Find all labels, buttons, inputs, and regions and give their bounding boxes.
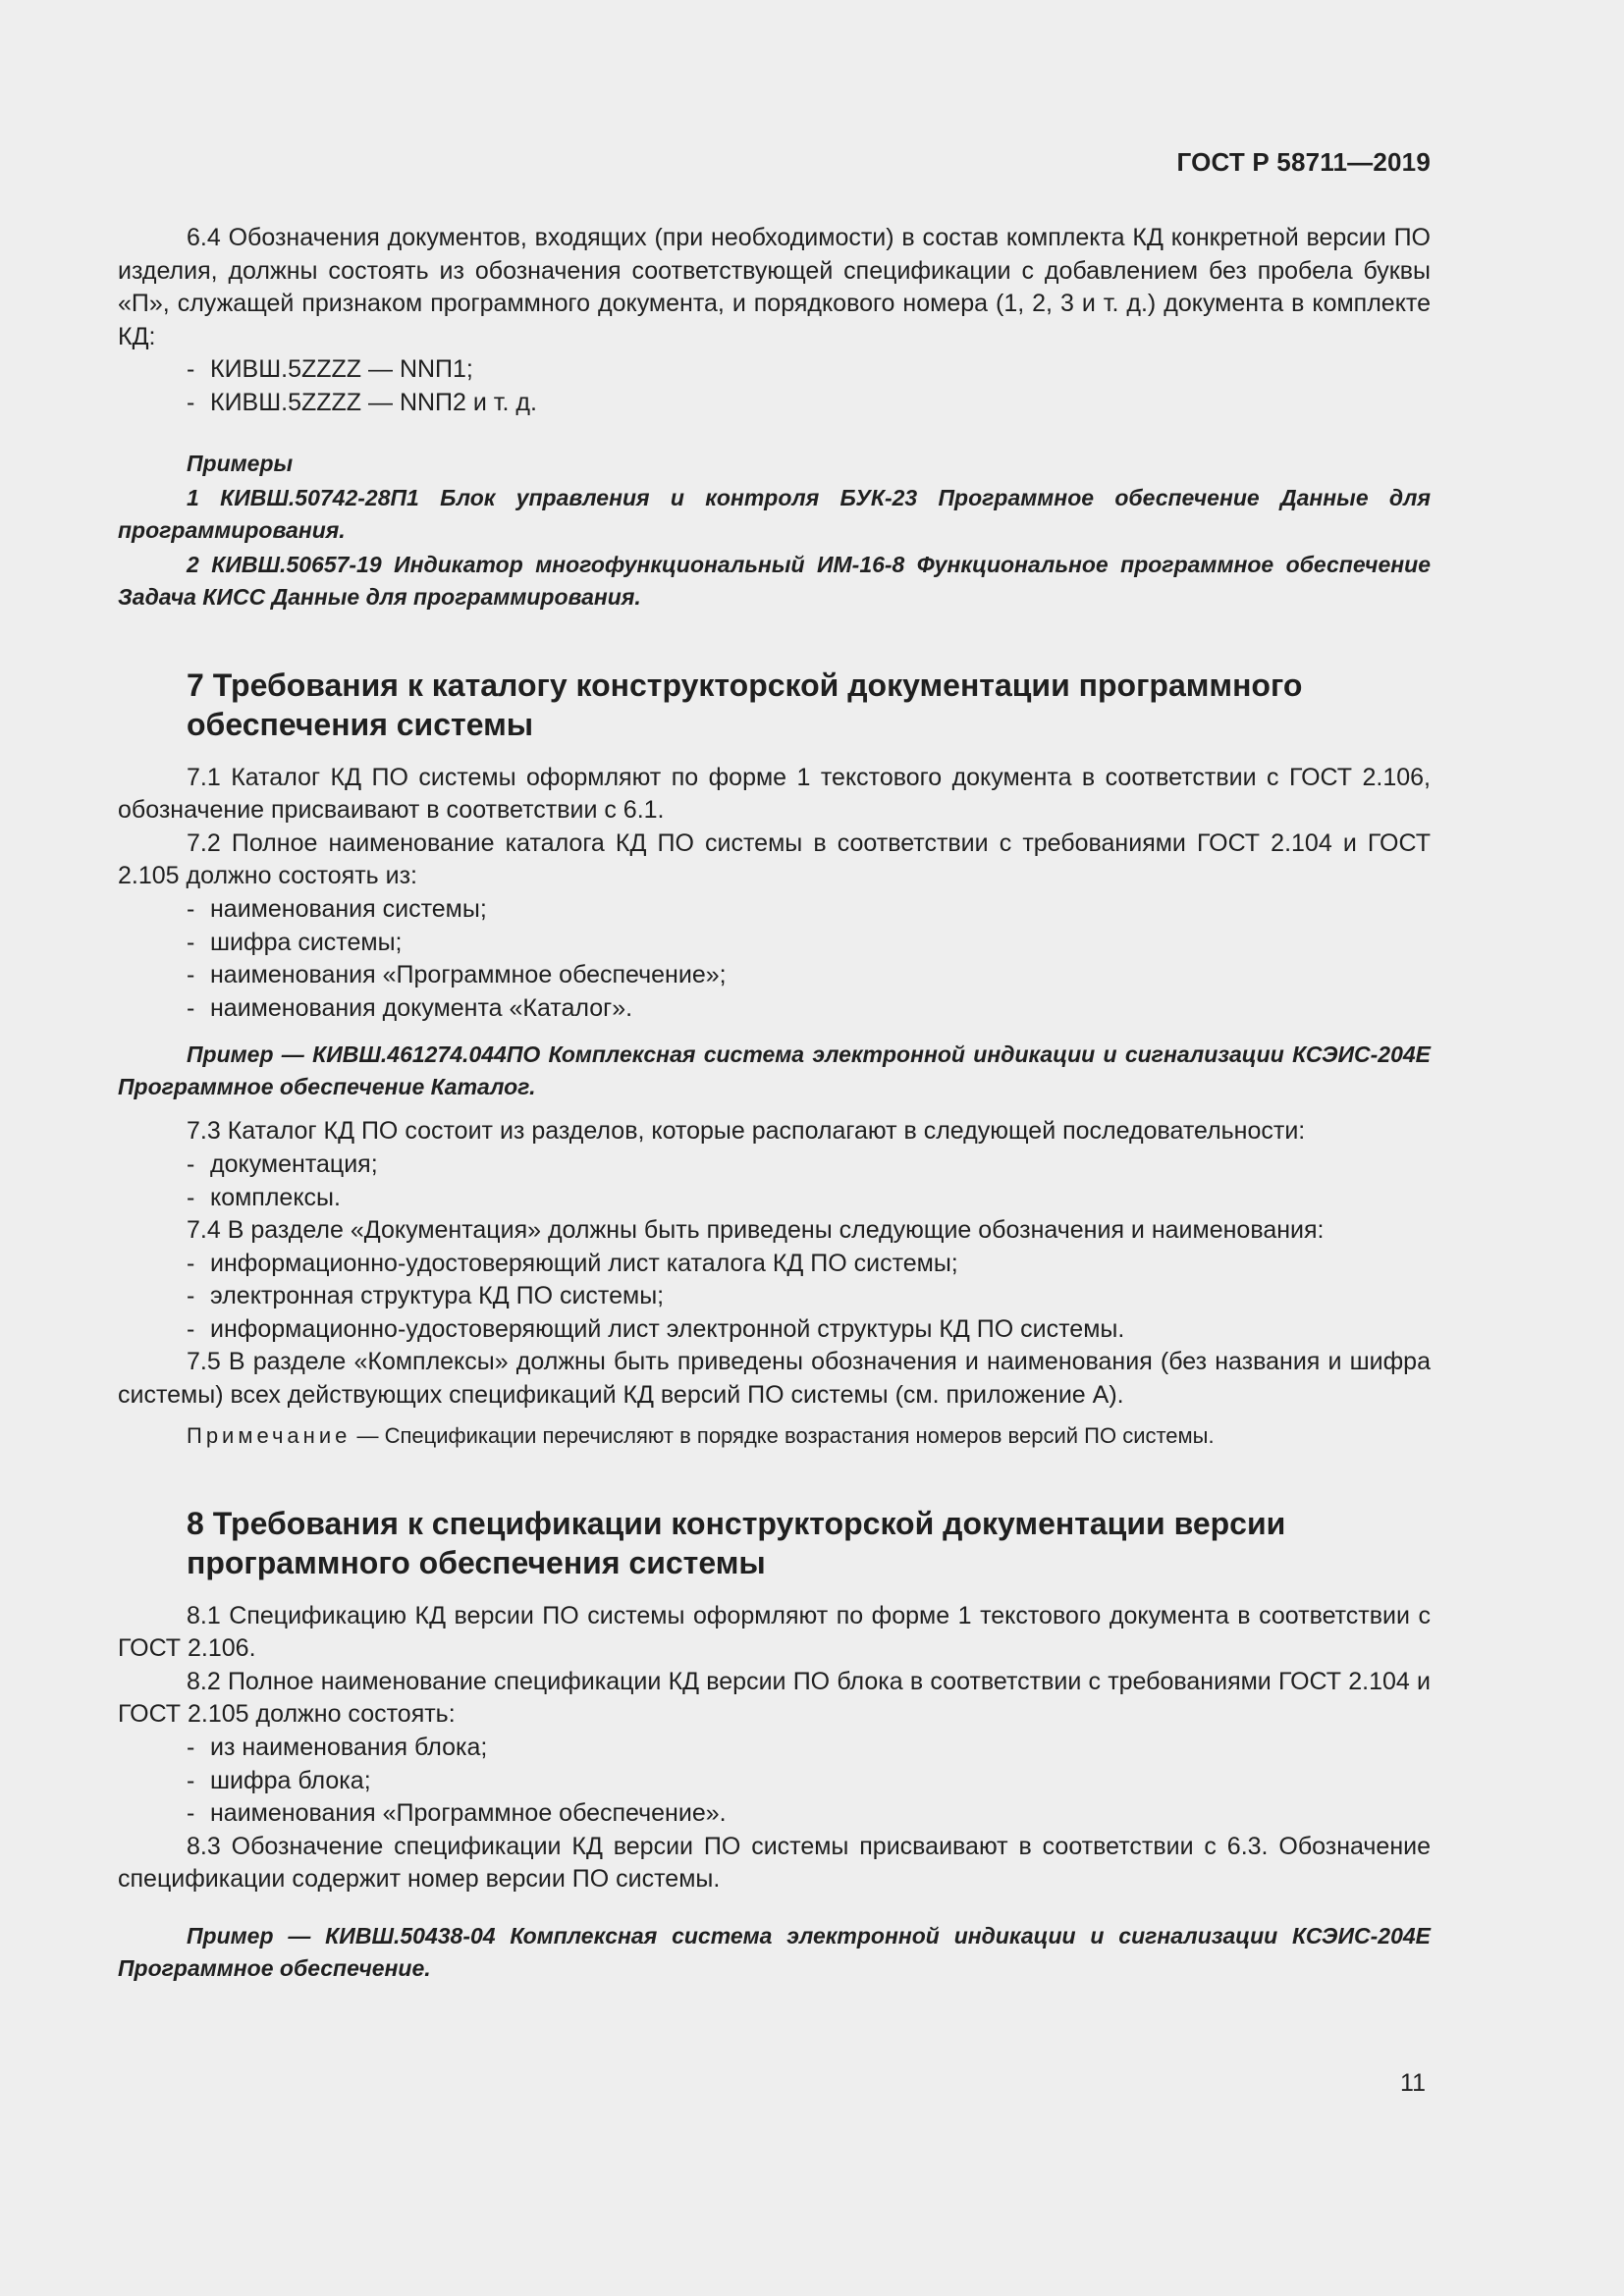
paragraph-7-1: 7.1 Каталог КД ПО системы оформляют по форме 1 текстового документа в соответствии с ГОСТ 2.106, обозначение присваивают в соответствии с 6.1. [118,763,1431,825]
note-label: Примечание [187,1422,352,1448]
list-item: - комплексы. [187,1183,341,1211]
list-item: - шифра блока; [187,1766,371,1794]
list-item: - наименования системы; [187,894,487,923]
list-item: - наименования «Программное обеспечение». [187,1799,727,1828]
list-item: - КИВШ.5ZZZZ — NNП1; [187,355,473,384]
document-header-id: ГОСТ Р 58711—2019 [1176,147,1431,177]
list-item: - документация; [187,1149,378,1178]
page-content [118,222,1431,1987]
section-8-heading: 8 Требования к спецификации конструкторской документации версии программного обеспечения системы [187,1505,1286,1580]
list-item: - информационно-удостоверяющий лист каталога КД ПО системы; [187,1249,958,1277]
paragraph-7-5: 7.5 В разделе «Комплексы» должны быть приведены обозначения и наименования (без названия и шифра системы) всех действующих спецификаций КД версий ПО системы (см. приложение А). [118,1348,1431,1410]
section-7-heading: 7 Требования к каталогу конструкторской документации программного обеспечения системы [187,667,1303,742]
note-text: — Спецификации перечисляют в порядке возрастания номеров версий ПО системы. [351,1422,1215,1448]
example-7: Пример — КИВШ.461274.044ПО Комплексная система электронной индикации и сигнализации КСЭИС-204Е Программное обеспечение Каталог. [118,1041,1431,1100]
example-item: 1 КИВШ.50742-28П1 Блок управления и контроля БУК-23 Программное обеспечение Данные для программирования. [118,484,1431,543]
note-7 [118,1420,1431,1452]
paragraph-8-3: 8.3 Обозначение спецификации КД версии ПО системы присваивают в соответствии с 6.3. Обозначение спецификации содержит номер версии ПО системы. [118,1832,1431,1894]
list-item: - КИВШ.5ZZZZ — NNП2 и т. д. [187,388,537,416]
paragraph-7-4: 7.4 В разделе «Документация» должны быть приведены следующие обозначения и наименования: [187,1216,1325,1245]
page-number: 11 [1400,2069,1426,2097]
list-item: - шифра системы; [187,928,403,956]
list-item: - информационно-удостоверяющий лист электронной структуры КД ПО системы. [187,1314,1125,1343]
list-item: - наименования документа «Каталог». [187,993,633,1022]
list-item: - наименования «Программное обеспечение»; [187,961,727,989]
example-8: Пример — КИВШ.50438-04 Комплексная система электронной индикации и сигнализации КСЭИС-204Е Программное обеспечение. [118,1923,1431,1981]
paragraph-8-1: 8.1 Спецификацию КД версии ПО системы оформляют по форме 1 текстового документа в соответствии с ГОСТ 2.106. [118,1601,1431,1663]
example-item: 2 КИВШ.50657-19 Индикатор многофункциональный ИМ-16-8 Функциональное программное обеспечение Задача КИСС Данные для программирования. [118,551,1431,610]
list-item: - электронная структура КД ПО системы; [187,1282,665,1310]
paragraph-6-4: 6.4 Обозначения документов, входящих (при необходимости) в состав комплекта КД конкретной версии ПО изделия, должны состоять из обозначения соответствующей спецификации с добавлением без пробела буквы «П», служащей признаком программного документа, и порядкового номера (1, 2, 3 и т. д.) документа в комплекте КД: [118,224,1431,350]
paragraph-8-2: 8.2 Полное наименование спецификации КД версии ПО блока в соответствии с требованиями ГОСТ 2.104 и ГОСТ 2.105 должно состоять: [118,1667,1431,1729]
paragraph-7-3: 7.3 Каталог КД ПО состоит из разделов, которые располагают в следующей последовательности: [187,1117,1306,1146]
examples-heading: Примеры [187,450,294,476]
paragraph-7-2: 7.2 Полное наименование каталога КД ПО системы в соответствии с требованиями ГОСТ 2.104 и ГОСТ 2.105 должно состоять из: [118,828,1431,890]
list-item: - из наименования блока; [187,1734,488,1762]
